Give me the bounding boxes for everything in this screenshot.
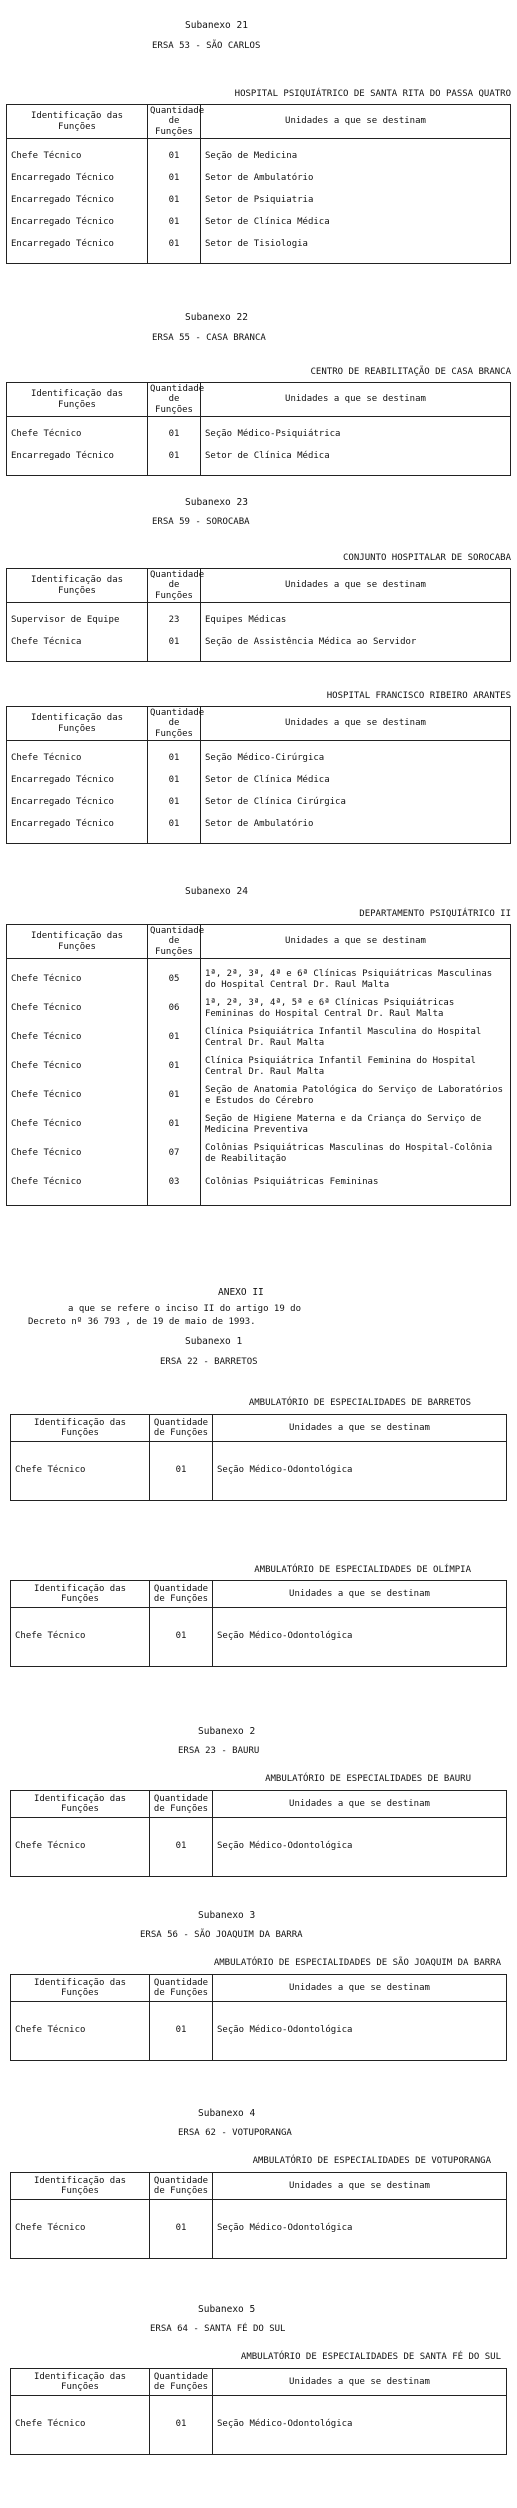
table-s22 [6,382,511,476]
table-row [11,2206,507,2250]
quantidade-cell: 01 [150,1824,213,1868]
quantidade-cell: 01 [148,1023,201,1052]
table-row [7,1110,511,1139]
table-row [11,1824,507,1868]
table-row [7,791,511,813]
header-identificacao: Identificação das Funções [11,2173,150,2200]
header-quantidade: Quantidade de Funções [150,2369,213,2396]
table-row [7,189,511,211]
quantidade-cell: 01 [148,233,201,255]
funcao-cell: Chefe Técnico [7,1139,148,1168]
funcao-cell: Encarregado Técnico [7,813,148,835]
funcao-cell: Chefe Técnico [7,1081,148,1110]
header-identificacao: Identificação das Funções [11,1975,150,2002]
funcao-cell: Encarregado Técnico [7,769,148,791]
subanexo-22-title: Subanexo 22 [185,312,248,323]
subanexo-5-title: Subanexo 5 [198,2304,256,2315]
header-unidades: Unidades a que se destinam [213,2369,507,2396]
unidade-cell: Setor de Ambulatório [201,813,511,835]
subanexo-21-title: Subanexo 21 [185,20,248,31]
header-unidades: Unidades a que se destinam [201,925,511,959]
table-s24 [6,924,511,1206]
funcao-cell: Chefe Técnico [7,965,148,994]
header-quantidade: Quantidade de Funções [150,1581,213,1608]
quantidade-cell: 01 [148,189,201,211]
quantidade-cell: 01 [148,631,201,653]
table-s21 [6,104,511,264]
subanexo-2-title: Subanexo 2 [198,1726,256,1737]
funcao-cell: Chefe Técnico [7,1110,148,1139]
quantidade-cell: 01 [148,423,201,445]
institution-heading: AMBULATÓRIO DE ESPECIALIDADES DE SÃO JOAQUIM DA BARRA [213,1958,501,1968]
unidade-cell: Setor de Tisiologia [201,233,511,255]
subanexo-23-title: Subanexo 23 [185,497,248,508]
quantidade-cell: 01 [150,1448,213,1492]
header-identificacao: Identificação das Funções [11,1791,150,1818]
unidade-cell: Seção Médico-Odontológica [213,1614,507,1658]
unidade-cell: Seção de Higiene Materna e da Criança do Serviço de Medicina Preventiva [201,1110,511,1139]
ersa-55-heading: ERSA 55 - CASA BRANCA [152,333,266,343]
unidade-cell: Seção de Anatomia Patológica do Serviço de Laboratórios e Estudos do Cérebro [201,1081,511,1110]
table-row [7,233,511,255]
unidade-cell: Clínica Psiquiátrica Infantil Feminina do Hospital Central Dr. Raul Malta [201,1052,511,1081]
table-a4-votuporanga [10,2172,507,2259]
table-row [7,769,511,791]
subanexo-4-title: Subanexo 4 [198,2108,256,2119]
funcao-cell: Chefe Técnico [7,1052,148,1081]
quantidade-cell: 23 [148,609,201,631]
table-a1-olimpia [10,1580,507,1667]
header-quantidade: Quantidade de Funções [150,1791,213,1818]
anexo-ii-reference-line-2: Decreto nº 36 793 , de 19 de maio de 1993. [28,1317,256,1327]
table-row [7,211,511,233]
subanexo-3-title: Subanexo 3 [198,1910,256,1921]
funcao-cell: Encarregado Técnico [7,445,148,467]
header-quantidade: Quantidade de Funções [150,2173,213,2200]
funcao-cell: Encarregado Técnico [7,167,148,189]
ersa-64-heading: ERSA 64 - SANTA FÉ DO SUL [150,2324,286,2334]
quantidade-cell: 01 [148,211,201,233]
quantidade-cell: 01 [148,791,201,813]
table-row [7,609,511,631]
table-row [7,167,511,189]
institution-heading: CONJUNTO HOSPITALAR DE SOROCABA [343,553,511,563]
table-row [7,1023,511,1052]
quantidade-cell: 01 [148,167,201,189]
funcao-cell: Chefe Técnico [11,1614,150,1658]
funcao-cell: Chefe Técnico [11,2402,150,2446]
table-row [7,1139,511,1168]
header-quantidade: Quantidade de Funções [148,707,201,741]
table-row [7,145,511,167]
table-row [7,445,511,467]
table-a3-sao-joaquim [10,1974,507,2061]
funcao-cell: Encarregado Técnico [7,791,148,813]
funcao-cell: Encarregado Técnico [7,233,148,255]
table-row [11,2008,507,2052]
unidade-cell: Seção Médico-Odontológica [213,1824,507,1868]
quantidade-cell: 01 [150,2206,213,2250]
header-quantidade: Quantidade de Funções [148,383,201,417]
quantidade-cell: 01 [148,145,201,167]
quantidade-cell: 01 [148,1081,201,1110]
header-quantidade: Quantidade de Funções [148,569,201,603]
header-unidades: Unidades a que se destinam [213,2173,507,2200]
unidade-cell: Setor de Ambulatório [201,167,511,189]
funcao-cell: Chefe Técnico [7,1168,148,1197]
unidade-cell: Setor de Clínica Médica [201,769,511,791]
table-a1-barretos [10,1414,507,1501]
header-identificacao: Identificação das Funções [7,707,148,741]
table-row [7,1081,511,1110]
quantidade-cell: 01 [148,1052,201,1081]
quantidade-cell: 01 [148,769,201,791]
institution-heading: CENTRO DE REABILITAÇÃO DE CASA BRANCA [310,367,511,377]
anexo-ii-reference-line-1: a que se refere o inciso II do artigo 19 do [68,1304,301,1314]
table-row [7,631,511,653]
funcao-cell: Chefe Técnico [11,2008,150,2052]
quantidade-cell: 01 [148,445,201,467]
institution-heading: AMBULATÓRIO DE ESPECIALIDADES DE SANTA FÉ DO SUL [240,2352,501,2362]
unidade-cell: 1ª, 2ª, 3ª, 4ª, 5ª e 6ª Clínicas Psiquiátricas Femininas do Hospital Central Dr. Raul Malta [201,994,511,1023]
header-identificacao: Identificação das Funções [11,2369,150,2396]
header-unidades: Unidades a que se destinam [213,1581,507,1608]
funcao-cell: Chefe Técnica [7,631,148,653]
funcao-cell: Chefe Técnico [7,994,148,1023]
unidade-cell: Seção de Assistência Médica ao Servidor [201,631,511,653]
institution-heading: HOSPITAL PSIQUIÁTRICO DE SANTA RITA DO PASSA QUATRO [234,89,511,99]
quantidade-cell: 06 [148,994,201,1023]
unidade-cell: Seção Médico-Odontológica [213,2402,507,2446]
funcao-cell: Chefe Técnico [11,2206,150,2250]
header-quantidade: Quantidade de Funções [148,925,201,959]
quantidade-cell: 07 [148,1139,201,1168]
funcao-cell: Chefe Técnico [7,1023,148,1052]
funcao-cell: Supervisor de Equipe [7,609,148,631]
quantidade-cell: 01 [148,1110,201,1139]
header-quantidade: Quantidade de Funções [150,1975,213,2002]
ersa-23-heading: ERSA 23 - BAURU [178,1746,260,1756]
quantidade-cell: 03 [148,1168,201,1197]
header-identificacao: Identificação das Funções [7,925,148,959]
header-unidades: Unidades a que se destinam [213,1791,507,1818]
unidade-cell: Seção Médico-Psiquiátrica [201,423,511,445]
header-identificacao: Identificação das Funções [11,1415,150,1442]
quantidade-cell: 01 [148,747,201,769]
header-identificacao: Identificação das Funções [7,383,148,417]
quantidade-cell: 01 [150,2402,213,2446]
unidade-cell: Seção Médico-Odontológica [213,2008,507,2052]
institution-heading: AMBULATÓRIO DE ESPECIALIDADES DE VOTUPORANGA [252,2156,491,2166]
institution-heading: AMBULATÓRIO DE ESPECIALIDADES DE BARRETOS [248,1398,471,1408]
funcao-cell: Encarregado Técnico [7,189,148,211]
funcao-cell: Chefe Técnico [11,1824,150,1868]
header-quantidade: Quantidade de Funções [148,105,201,139]
ersa-53-heading: ERSA 53 - SÃO CARLOS [152,41,261,51]
unidade-cell: Colônias Psiquiátricas Femininas [201,1168,511,1197]
anexo-ii-title: ANEXO II [218,1287,264,1298]
unidade-cell: Setor de Clínica Médica [201,445,511,467]
table-a5-santa-fe [10,2368,507,2455]
header-identificacao: Identificação das Funções [7,569,148,603]
subanexo-24-title: Subanexo 24 [185,886,248,897]
unidade-cell: Clínica Psiquiátrica Infantil Masculina do Hospital Central Dr. Raul Malta [201,1023,511,1052]
header-unidades: Unidades a que se destinam [213,1975,507,2002]
table-row [7,423,511,445]
table-row [11,1614,507,1658]
unidade-cell: Seção Médico-Cirúrgica [201,747,511,769]
table-row [7,1052,511,1081]
subanexo-1-title: Subanexo 1 [185,1336,243,1347]
unidade-cell: Colônias Psiquiátricas Masculinas do Hospital-Colônia de Reabilitação [201,1139,511,1168]
funcao-cell: Chefe Técnico [7,423,148,445]
header-unidades: Unidades a que se destinam [201,383,511,417]
quantidade-cell: 01 [150,1614,213,1658]
table-row [7,747,511,769]
unidade-cell: 1ª, 2ª, 3ª, 4ª e 6ª Clínicas Psiquiátricas Masculinas do Hospital Central Dr. Raul Malta [201,965,511,994]
table-row [7,1168,511,1197]
unidade-cell: Seção de Medicina [201,145,511,167]
table-row [7,994,511,1023]
institution-heading: HOSPITAL FRANCISCO RIBEIRO ARANTES [326,691,511,701]
table-row [11,1448,507,1492]
unidade-cell: Setor de Psiquiatria [201,189,511,211]
header-unidades: Unidades a que se destinam [201,569,511,603]
ersa-59-heading: ERSA 59 - SOROCABA [152,517,250,527]
header-unidades: Unidades a que se destinam [213,1415,507,1442]
unidade-cell: Seção Médico-Odontológica [213,1448,507,1492]
funcao-cell: Chefe Técnico [7,747,148,769]
funcao-cell: Chefe Técnico [11,1448,150,1492]
ersa-62-heading: ERSA 62 - VOTUPORANGA [178,2128,292,2138]
institution-heading: AMBULATÓRIO DE ESPECIALIDADES DE OLÍMPIA [254,1565,471,1575]
institution-heading: DEPARTAMENTO PSIQUIÁTRICO II [359,909,511,919]
unidade-cell: Seção Médico-Odontológica [213,2206,507,2250]
header-unidades: Unidades a que se destinam [201,707,511,741]
table-s23-conjunto [6,568,511,662]
ersa-56-heading: ERSA 56 - SÃO JOAQUIM DA BARRA [140,1930,303,1940]
quantidade-cell: 05 [148,965,201,994]
institution-heading: AMBULATÓRIO DE ESPECIALIDADES DE BAURU [265,1774,471,1784]
unidade-cell: Equipes Médicas [201,609,511,631]
ersa-22-heading: ERSA 22 - BARRETOS [160,1357,258,1367]
header-unidades: Unidades a que se destinam [201,105,511,139]
header-quantidade: Quantidade de Funções [150,1415,213,1442]
funcao-cell: Chefe Técnico [7,145,148,167]
unidade-cell: Setor de Clínica Médica [201,211,511,233]
header-identificacao: Identificação das Funções [11,1581,150,1608]
table-s23-francisco [6,706,511,844]
table-row [7,965,511,994]
table-row [7,813,511,835]
quantidade-cell: 01 [150,2008,213,2052]
funcao-cell: Encarregado Técnico [7,211,148,233]
table-row [11,2402,507,2446]
quantidade-cell: 01 [148,813,201,835]
table-a2-bauru [10,1790,507,1877]
header-identificacao: Identificação das Funções [7,105,148,139]
unidade-cell: Setor de Clínica Cirúrgica [201,791,511,813]
